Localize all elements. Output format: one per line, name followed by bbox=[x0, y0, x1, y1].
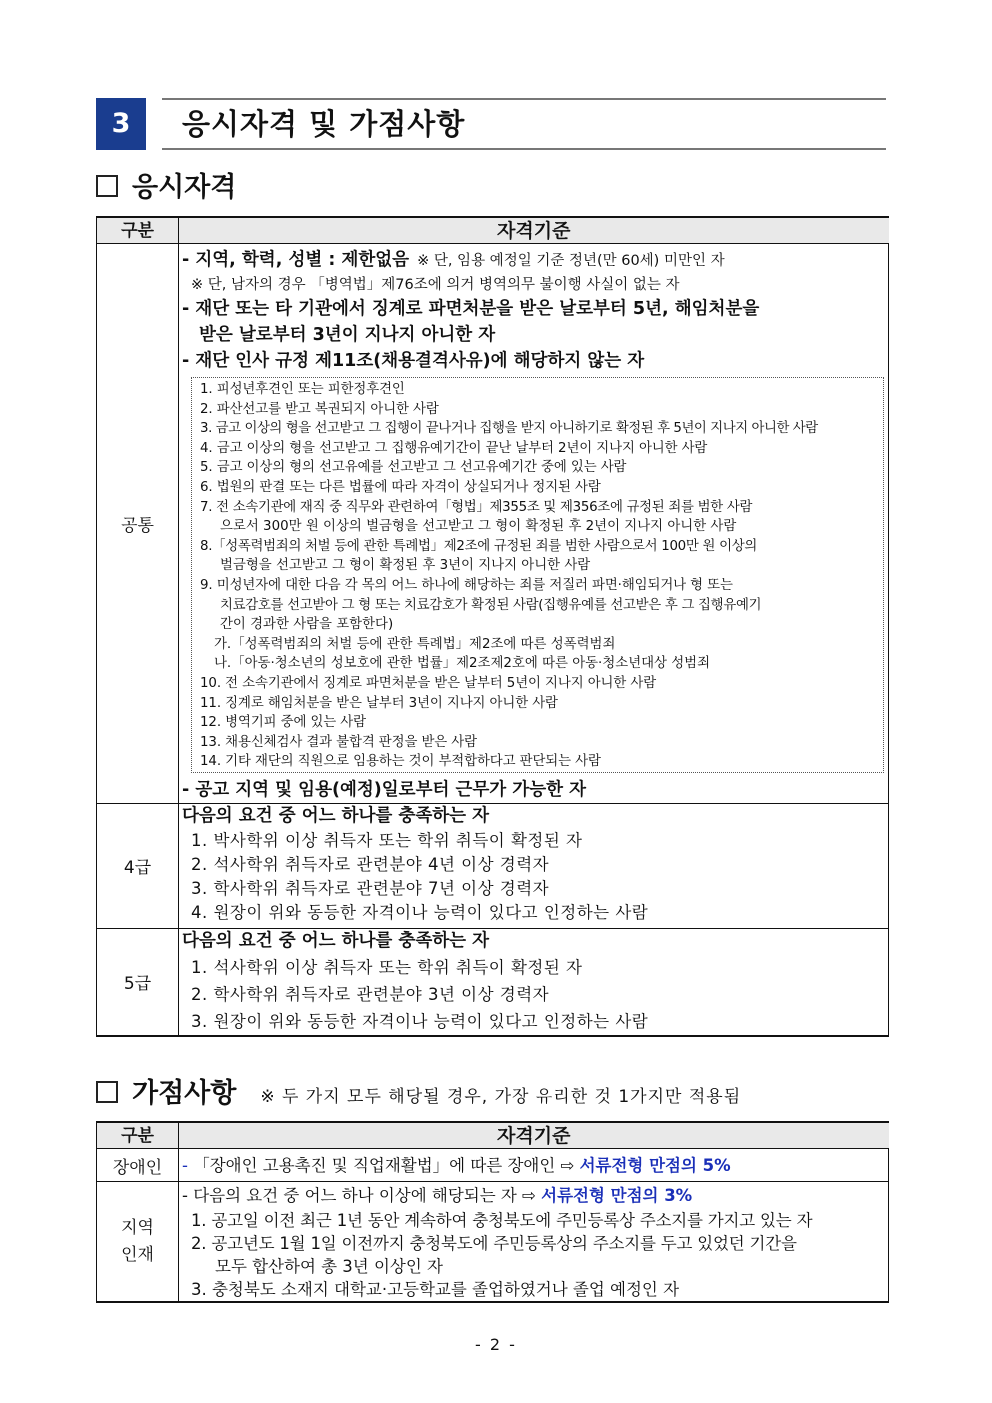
section-number: 3 bbox=[96, 98, 146, 150]
list-item-cont: 벌금형을 선고받고 그 형이 확정된 후 3년이 지나지 아니한 사람 bbox=[220, 558, 591, 574]
criteria-line: - 지역, 학력, 성별 : 제한없음 ※ 단, 임용 예정일 기준 정년(만 60세) 미만인 자 bbox=[182, 250, 725, 270]
requirement-item: 2. 석사학위 취득자로 관련분야 4년 이상 경력자 bbox=[191, 854, 550, 874]
row-label-local: 지역 인재 bbox=[97, 1182, 179, 1303]
requirement-item: 3. 충청북도 소재지 대학교·고등학교를 졸업하였거나 졸업 예정인 자 bbox=[191, 1280, 680, 1299]
criteria-line: - 재단 또는 타 기관에서 징계로 파면처분을 받은 날로부터 5년, 해임처분을 bbox=[182, 299, 760, 319]
list-item: 13. 채용신체검사 결과 불합격 판정을 받은 사람 bbox=[200, 734, 477, 750]
list-item: 5. 금고 이상의 형의 선고유예를 선고받고 그 선고유예기간 중에 있는 사람 bbox=[200, 460, 627, 476]
criteria-line-cont: 받은 날로부터 3년이 지나지 아니한 자 bbox=[199, 325, 496, 345]
row-label-grade5: 5급 bbox=[97, 928, 179, 1036]
list-item: 12. 병역기피 중에 있는 사람 bbox=[200, 715, 366, 731]
bonus-note: ※ 두 가지 모두 해당될 경우, 가장 유리한 것 1가지만 적용됨 bbox=[260, 1087, 742, 1107]
criteria-line: - 재단 인사 규정 제11조(채용결격사유)에 해당하지 않는 자 bbox=[182, 351, 645, 371]
header-rule-top bbox=[162, 98, 886, 100]
list-item-cont: 치료감호를 선고받아 그 형 또는 치료감호가 확정된 사람(집행유예를 선고받은 후 그 집행유예기 bbox=[220, 597, 762, 613]
row-criteria-common bbox=[179, 244, 889, 804]
requirement-item: 2. 공고년도 1월 1일 이전까지 충청북도에 주민등록상의 주소지를 두고 있었던 기간을 bbox=[191, 1234, 797, 1253]
bonus-table bbox=[96, 1121, 889, 1303]
bonus-heading: 가점사항 ※ 두 가지 모두 해당될 경우, 가장 유리한 것 1가지만 적용됨 bbox=[96, 1076, 741, 1115]
col-header-category: 구분 bbox=[97, 1122, 179, 1149]
requirement-item: 4. 원장이 위와 동등한 자격이나 능력이 있다고 인정하는 사람 bbox=[191, 902, 649, 922]
row-criteria-grade4 bbox=[179, 803, 889, 928]
list-item: 9. 미성년자에 대한 다음 각 목의 어느 하나에 해당하는 죄를 저질러 파면·해임되거나 형 또는 bbox=[200, 577, 733, 593]
requirement-title: 다음의 요건 중 어느 하나를 충족하는 자 bbox=[182, 930, 490, 951]
row-criteria-local bbox=[179, 1182, 889, 1303]
requirement-item: 1. 공고일 이전 최근 1년 동안 계속하여 충청북도에 주민등록상 주소지를 가지고 있는 자 bbox=[191, 1211, 813, 1230]
row-label-common: 공통 bbox=[97, 244, 179, 804]
list-item: 2. 파산선고를 받고 복권되지 아니한 사람 bbox=[200, 401, 439, 417]
criteria-note: ※ 단, 남자의 경우 「병역법」제76조에 의거 병역의무 불이행 사실이 없는 자 bbox=[191, 277, 680, 293]
requirement-item: 1. 박사학위 이상 취득자 또는 학위 취득이 확정된 자 bbox=[191, 830, 583, 850]
list-item: 6. 법원의 판결 또는 다른 법률에 따라 자격이 상실되거나 정지된 사람 bbox=[200, 479, 601, 495]
list-item: 11. 징계로 해임처분을 받은 날부터 3년이 지나지 아니한 사람 bbox=[200, 695, 558, 711]
checkbox-square-icon bbox=[96, 1081, 118, 1103]
list-item: 14. 기타 재단의 직원으로 임용하는 것이 부적합하다고 판단되는 사람 bbox=[200, 754, 601, 770]
qualifications-heading: 응시자격 bbox=[96, 170, 236, 206]
table-row-disabled bbox=[97, 1149, 889, 1182]
criteria-line: - 「장애인 고용촉진 및 직업재활법」에 따른 장애인 ⇨ 서류전형 만점의 5% bbox=[182, 1155, 731, 1175]
qualifications-table bbox=[96, 216, 889, 1037]
points-badge: 서류전형 만점의 5% bbox=[579, 1155, 731, 1175]
disqualification-list bbox=[191, 377, 884, 773]
list-item: 7. 전 소속기관에 재직 중 직무와 관련하여「형법」제355조 및 제356조에 규정된 죄를 범한 사람 bbox=[200, 499, 753, 515]
col-header-category: 구분 bbox=[97, 217, 179, 244]
table-row-grade5 bbox=[97, 928, 889, 1036]
section-title: 응시자격 및 가점사항 bbox=[182, 107, 466, 141]
requirement-item-cont: 모두 합산하여 총 3년 이상인 자 bbox=[215, 1257, 443, 1276]
table-row-local bbox=[97, 1182, 889, 1303]
points-badge: 서류전형 만점의 3% bbox=[541, 1186, 693, 1205]
col-header-criteria: 자격기준 bbox=[179, 1122, 889, 1149]
page-number: - 2 - bbox=[475, 1335, 517, 1354]
section-header bbox=[96, 98, 886, 150]
row-criteria-disabled bbox=[179, 1149, 889, 1182]
col-header-criteria: 자격기준 bbox=[179, 217, 889, 244]
row-label-disabled: 장애인 bbox=[97, 1149, 179, 1182]
criteria-line: - 다음의 요건 중 어느 하나 이상에 해당되는 자 ⇨ 서류전형 만점의 3% bbox=[182, 1186, 693, 1205]
row-criteria-grade5 bbox=[179, 928, 889, 1036]
list-item: 8.「성폭력범죄의 처벌 등에 관한 특례법」제2조에 규정된 죄를 범한 사람으로서 100만 원 이상의 bbox=[200, 538, 757, 554]
list-item-cont: 간이 경과한 사람을 포함한다) bbox=[220, 617, 394, 633]
list-item-cont: 으로서 300만 원 이상의 벌금형을 선고받고 그 형이 확정된 후 2년이 지나지 아니한 사람 bbox=[220, 519, 737, 535]
list-subitem: 나.「아동·청소년의 성보호에 관한 법률」제2조제2호에 따른 아동·청소년대상 성범죄 bbox=[214, 656, 711, 672]
row-label-grade4: 4급 bbox=[97, 803, 179, 928]
list-item: 10. 전 소속기관에서 징계로 파면처분을 받은 날부터 5년이 지나지 아니한 사람 bbox=[200, 675, 657, 691]
checkbox-square-icon bbox=[96, 175, 118, 197]
requirement-title: 다음의 요건 중 어느 하나를 충족하는 자 bbox=[182, 805, 490, 826]
table-row-common bbox=[97, 244, 889, 804]
requirement-item: 2. 학사학위 취득자로 관련분야 3년 이상 경력자 bbox=[191, 984, 550, 1004]
table-row-grade4 bbox=[97, 803, 889, 928]
list-item: 1. 피성년후견인 또는 피한정후견인 bbox=[200, 382, 405, 397]
requirement-item: 3. 학사학위 취득자로 관련분야 7년 이상 경력자 bbox=[191, 878, 550, 898]
requirement-item: 1. 석사학위 이상 취득자 또는 학위 취득이 확정된 자 bbox=[191, 957, 583, 977]
header-rule-bottom bbox=[162, 148, 886, 150]
list-item: 4. 금고 이상의 형을 선고받고 그 집행유예기간이 끝난 날부터 2년이 지나지 아니한 사람 bbox=[200, 440, 708, 456]
list-item: 3. 금고 이상의 형을 선고받고 그 집행이 끝나거나 집행을 받지 아니하기로 확정된 후 5년이 지나지 아니한 사람 bbox=[200, 421, 818, 437]
list-subitem: 가.「성폭력범죄의 처벌 등에 관한 특례법」제2조에 따른 성폭력범죄 bbox=[214, 636, 616, 652]
criteria-line: - 공고 지역 및 임용(예정)일로부터 근무가 가능한 자 bbox=[182, 779, 587, 800]
requirement-item: 3. 원장이 위와 동등한 자격이나 능력이 있다고 인정하는 사람 bbox=[191, 1011, 649, 1031]
